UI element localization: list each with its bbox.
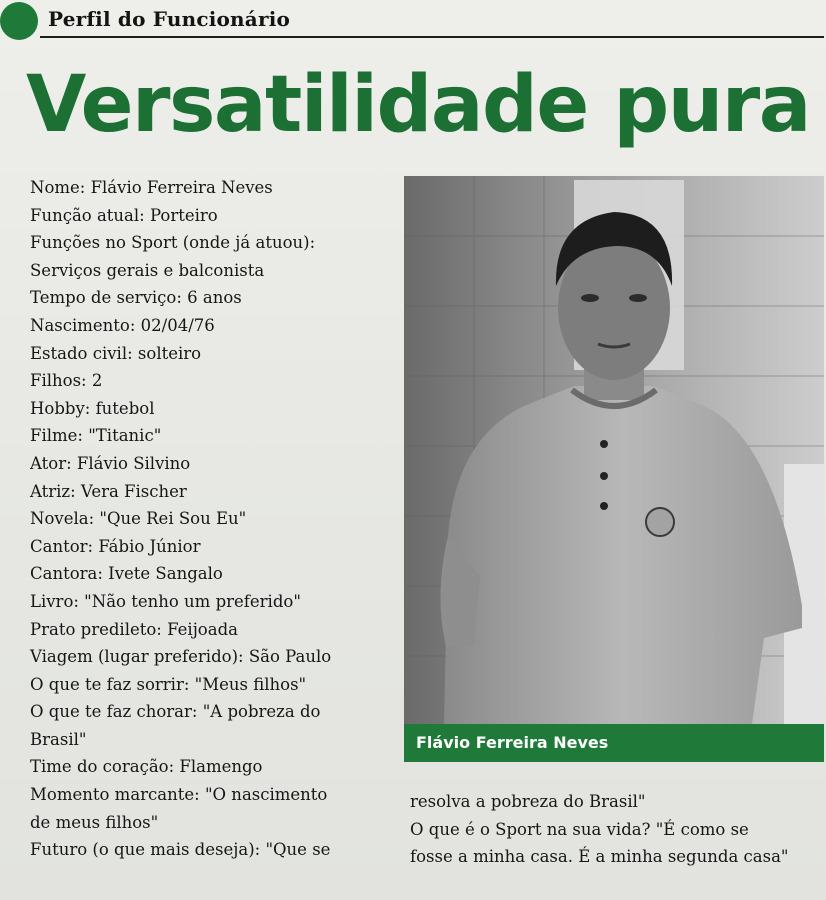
profile-line: Nascimento: 02/04/76 [30, 315, 215, 335]
profile-line: Livro: "Não tenho um preferido" [30, 591, 301, 611]
profile-line: Serviços gerais e balconista [30, 260, 265, 280]
section-label: Perfil do Funcionário [48, 7, 291, 31]
profile-list [30, 174, 390, 864]
continuation-text [410, 788, 820, 871]
profile-line: de meus filhos" [30, 812, 159, 832]
profile-line: Prato predileto: Feijoada [30, 619, 238, 639]
profile-line: Função atual: Porteiro [30, 205, 218, 225]
photo-caption: Flávio Ferreira Neves [416, 733, 609, 752]
continuation-line: fosse a minha casa. É a minha segunda casa" [410, 847, 789, 867]
section-bullet-icon [0, 2, 38, 40]
profile-line: O que te faz chorar: "A pobreza do [30, 702, 321, 722]
profile-line: Viagem (lugar preferido): São Paulo [30, 647, 332, 667]
headline: Versatilidade pura [26, 60, 810, 150]
profile-line: Nome: Flávio Ferreira Neves [30, 178, 273, 197]
profile-line: Brasil" [30, 729, 87, 749]
employee-photo-illustration [404, 176, 824, 724]
profile-line: Futuro (o que mais deseja): "Que se [30, 840, 331, 860]
continuation-line: resolva a pobreza do Brasil" [410, 792, 646, 811]
profile-line: Hobby: futebol [30, 398, 155, 418]
profile-line: Momento marcante: "O nascimento [30, 785, 328, 805]
employee-photo [404, 176, 824, 724]
profile-line: Cantora: Ivete Sangalo [30, 564, 223, 584]
photo-caption-bar [404, 724, 824, 762]
profile-line: Ator: Flávio Silvino [30, 453, 191, 473]
profile-line: Filme: "Titanic" [30, 426, 162, 446]
continuation-line: O que é o Sport na sua vida? "É como se [410, 819, 749, 839]
profile-line: Novela: "Que Rei Sou Eu" [30, 509, 247, 529]
profile-line: Filhos: 2 [30, 371, 103, 391]
profile-line: O que te faz sorrir: "Meus filhos" [30, 674, 307, 694]
profile-line: Funções no Sport (onde já atuou): [30, 233, 316, 253]
section-header [0, 2, 826, 38]
profile-line: Estado civil: solteiro [30, 343, 202, 363]
section-divider [40, 36, 824, 38]
profile-line: Tempo de serviço: 6 anos [30, 288, 242, 308]
profile-line: Atriz: Vera Fischer [30, 481, 187, 501]
profile-line: Cantor: Fábio Júnior [30, 536, 201, 556]
profile-line: Time do coração: Flamengo [30, 757, 263, 777]
